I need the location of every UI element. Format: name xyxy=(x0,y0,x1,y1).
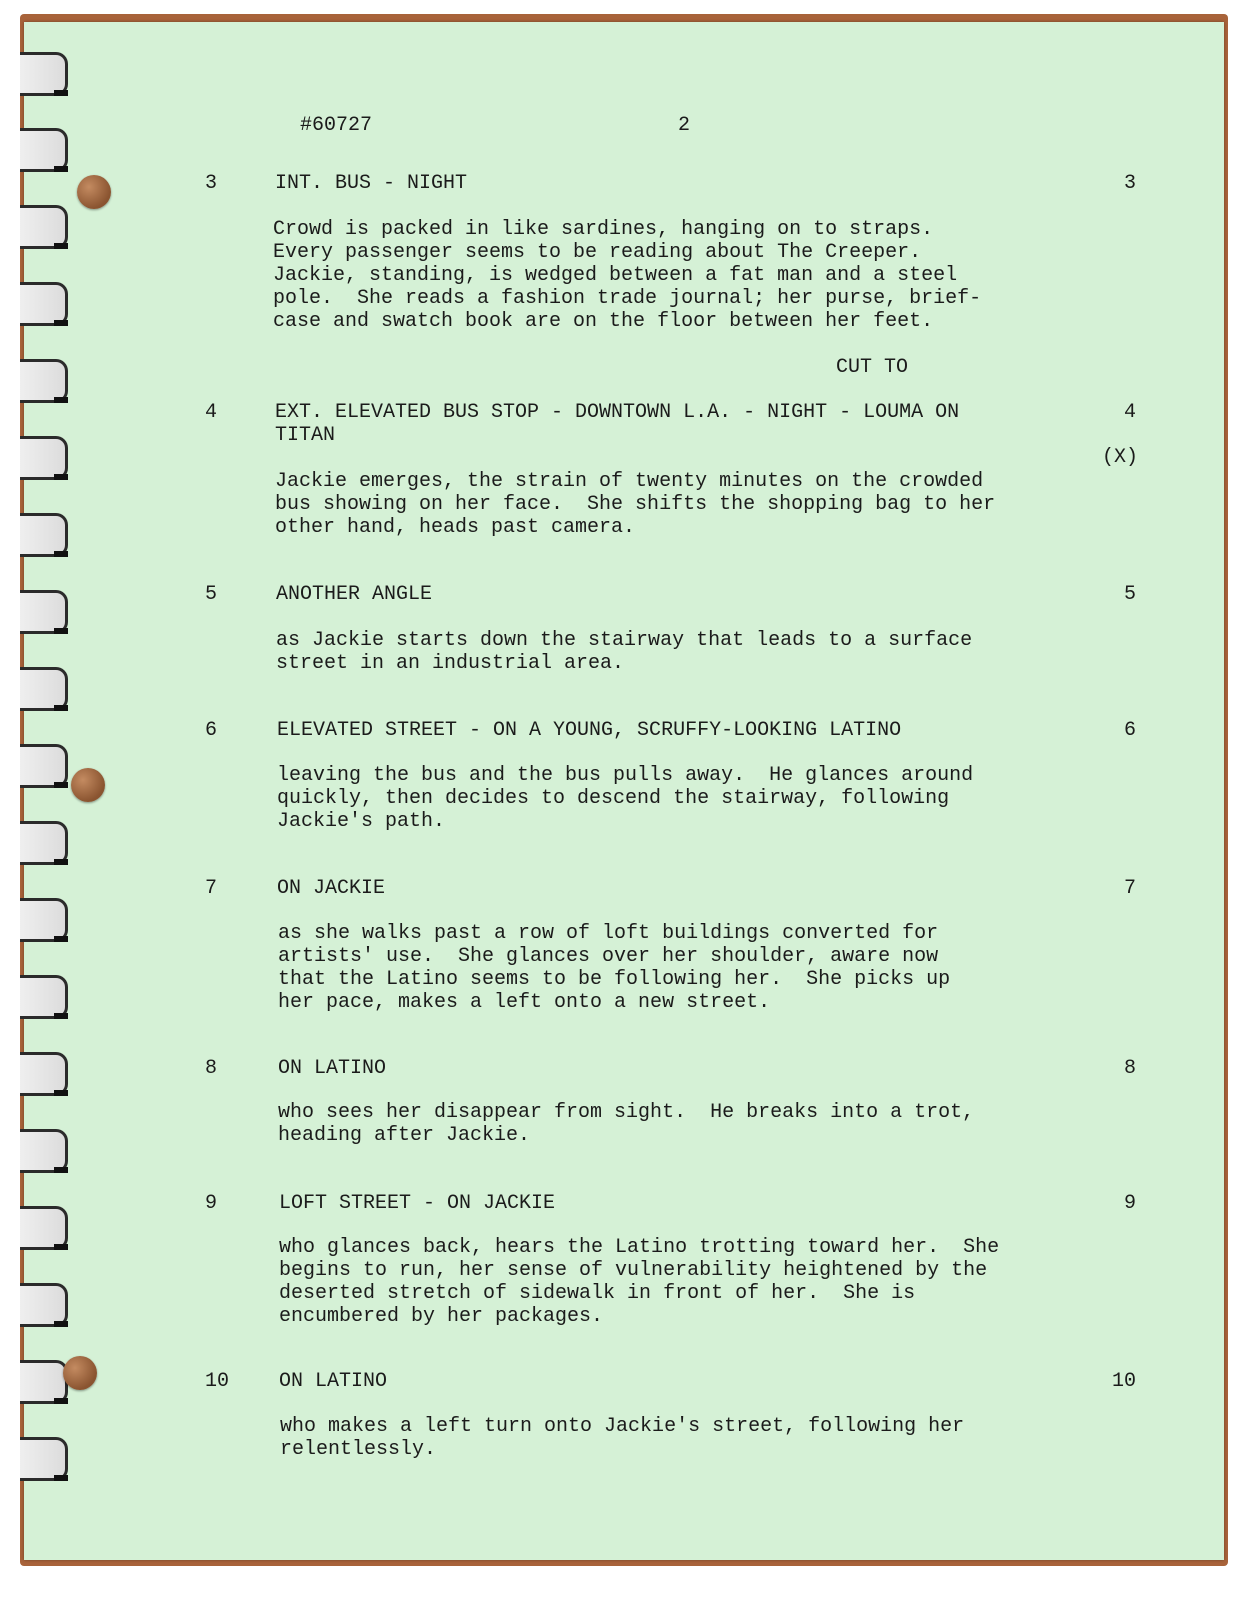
scene-number-right: 8 xyxy=(1123,1057,1136,1080)
scene-number-right: 10 xyxy=(1111,1370,1136,1393)
scene-heading: ON JACKIE xyxy=(277,877,386,900)
scene-action: Jackie emerges, the strain of twenty minutes on the crowded bus showing on her face. She shifts the shopping bag to her other hand, heads past camera. xyxy=(275,470,996,539)
scene-number-left: 10 xyxy=(205,1370,230,1393)
scene-transition: CUT TO xyxy=(836,356,909,379)
revision-mark: (X) xyxy=(1102,446,1139,469)
scene-number-left: 9 xyxy=(205,1192,218,1215)
scene-number-left: 3 xyxy=(205,172,218,195)
scene-number-right: 3 xyxy=(1123,172,1136,195)
scene-number-left: 4 xyxy=(205,401,218,424)
scene-heading: ON LATINO xyxy=(278,1057,387,1080)
scene-heading: LOFT STREET - ON JACKIE xyxy=(279,1192,556,1215)
scene-number-right: 5 xyxy=(1123,583,1136,606)
scene-heading: ELEVATED STREET - ON A YOUNG, SCRUFFY-LOOKING LATINO xyxy=(277,719,902,742)
scene-number-right: 7 xyxy=(1123,877,1136,900)
scene-action: who sees her disappear from sight. He breaks into a trot, heading after Jackie. xyxy=(278,1101,975,1147)
scene-number-left: 5 xyxy=(205,583,218,606)
scene-number-right: 4 xyxy=(1123,401,1136,424)
script-code: #60727 xyxy=(300,114,373,137)
scene-action: leaving the bus and the bus pulls away. He glances around quickly, then decides to descend the stairway, following Jackie's path. xyxy=(277,764,974,833)
scene-number-left: 6 xyxy=(205,719,218,742)
script-page xyxy=(24,22,1224,1560)
scene-heading: EXT. ELEVATED BUS STOP - DOWNTOWN L.A. - NIGHT - LOUMA ON TITAN xyxy=(275,401,960,447)
scene-heading: INT. BUS - NIGHT xyxy=(275,172,468,195)
scene-action: who glances back, hears the Latino trotting toward her. She begins to run, her sense of vulnerability heightened by the deserted stretch of sidewalk in front of her. She is encumbered by her packages. xyxy=(279,1236,1000,1328)
scene-action: Crowd is packed in like sardines, hanging on to straps. Every passenger seems to be reading about The Creeper. Jackie, standing, is wedged between a fat man and a steel pole. She reads a fashion trade journal; her purse, brief- case and swatch book are on the floor between her feet. xyxy=(273,218,982,333)
scene-action: as Jackie starts down the stairway that leads to a surface street in an industrial area. xyxy=(276,629,973,675)
scene-action: as she walks past a row of loft buildings converted for artists' use. She glances over her shoulder, aware now that the Latino seems to be following her. She picks up her pace, makes a left onto a new street. xyxy=(278,922,951,1014)
scene-number-right: 6 xyxy=(1123,719,1136,742)
scene-action: who makes a left turn onto Jackie's street, following her relentlessly. xyxy=(280,1415,965,1461)
page-number: 2 xyxy=(678,114,691,137)
scene-heading: ANOTHER ANGLE xyxy=(276,583,433,606)
scene-number-right: 9 xyxy=(1123,1192,1136,1215)
scene-heading: ON LATINO xyxy=(279,1370,388,1393)
scene-number-left: 8 xyxy=(205,1057,218,1080)
scene-number-left: 7 xyxy=(205,877,218,900)
